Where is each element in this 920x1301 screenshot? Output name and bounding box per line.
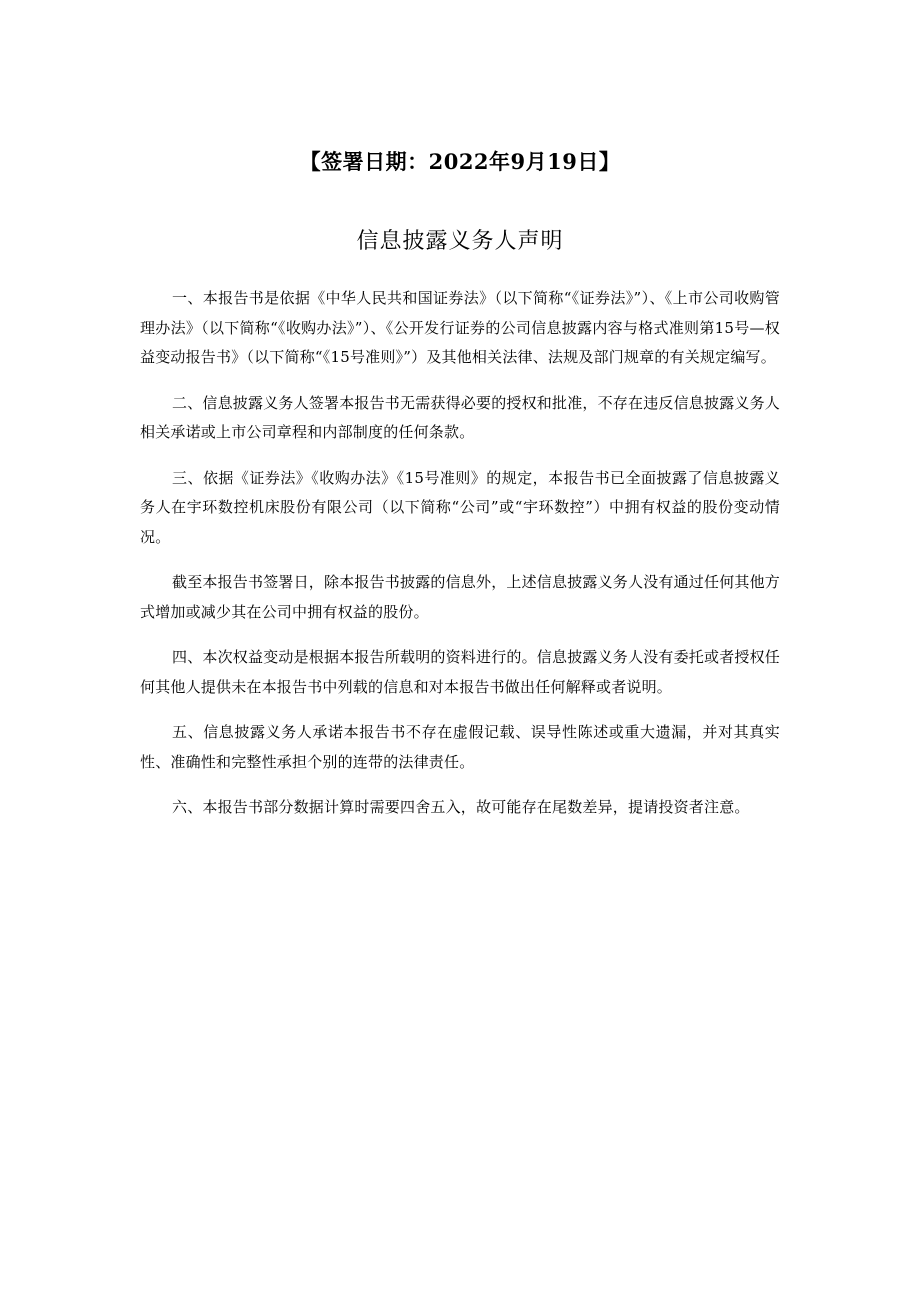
paragraph-6: 六、本报告书部分数据计算时需要四舍五入，故可能存在尾数差异，提请投资者注意。 — [172, 798, 750, 816]
declaration-body — [140, 284, 780, 839]
paragraph-2: 二、信息披露义务人签署本报告书无需获得必要的授权和批准，不存在违反信息披露义务人相关承诺或上市公司章程和内部制度的任何条款。 — [140, 393, 781, 441]
paragraph-3-supplement: 截至本报告书签署日，除本报告书披露的信息外，上述信息披露义务人没有通过任何其他方式增加或减少其在公司中拥有权益的股份。 — [140, 573, 781, 621]
paragraph-3: 三、依据《证券法》《收购办法》《15号准则》的规定，本报告书已全面披露了信息披露义务人在宇环数控机床股份有限公司（以下简称“公司”或“宇环数控”）中拥有权益的股份变动情况。 — [140, 468, 780, 546]
paragraph-5: 五、信息披露义务人承诺本报告书不存在虚假记载、误导性陈述或重大遗漏，并对其真实性、准确性和完整性承担个别的连带的法律责任。 — [140, 723, 780, 771]
paragraph-1: 一、本报告书是依据《中华人民共和国证券法》（以下简称“《证券法》”）、《上市公司收购管理办法》（以下简称“《收购办法》”）、《公开发行证券的公司信息披露内容与格式准则第15号—权益变动报告书》（以下简称“《15号准则》”）及其他相关法律、法规及部门规章的有关规定编写。 — [140, 289, 780, 366]
signing-date: 【签署日期：2022年9月19日】 — [299, 149, 621, 174]
declaration-title: 信息披露义务人声明 — [356, 229, 564, 254]
paragraph-4: 四、本次权益变动是根据本报告所载明的资料进行的。信息披露义务人没有委托或者授权任何其他人提供未在本报告书中列载的信息和对本报告书做出任何解释或者说明。 — [140, 648, 781, 696]
